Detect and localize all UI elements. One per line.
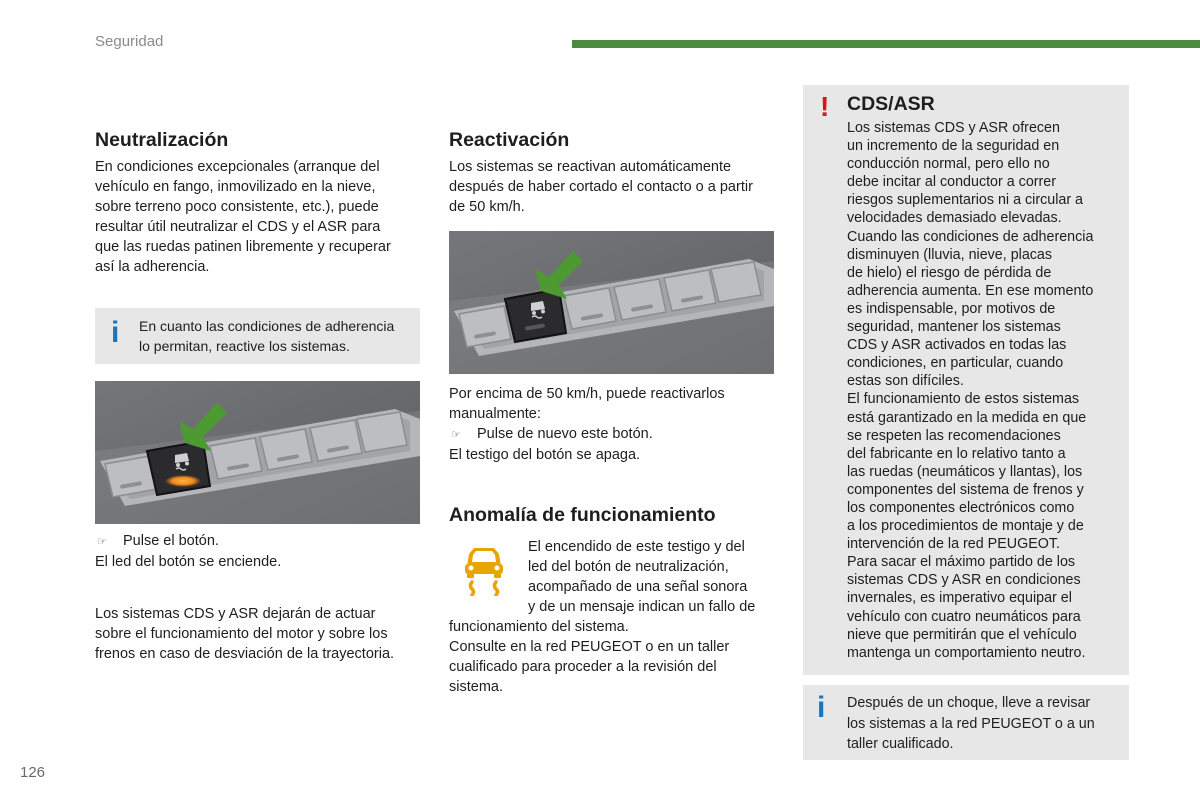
- text-line: velocidades demasiado elevadas.: [847, 210, 1062, 227]
- text-line: mantenga un comportamiento neutro.: [847, 644, 1086, 661]
- text-line: estas son difíciles.: [847, 373, 964, 390]
- heading-reactivacion: Reactivación: [449, 129, 570, 151]
- text-line: condiciones, en particular, cuando: [847, 355, 1064, 372]
- text-line: y de un mensaje indican un fallo de: [528, 599, 756, 615]
- text-line: vehículo en fango, inmovilizado en la nieve,: [95, 179, 376, 195]
- text-line: debe incitar al conductor a correr: [847, 174, 1057, 191]
- text-line: a los procedimientos de montaje y de: [847, 518, 1084, 535]
- info-icon: i: [817, 691, 826, 724]
- text-line: Consulte en la red PEUGEOT o en un taller: [449, 639, 730, 655]
- anomalia-text: [449, 617, 789, 697]
- text-line: frenos en caso de desviación de la trayectoria.: [95, 646, 395, 662]
- neutralizacion-steps: [95, 531, 425, 572]
- bullet-step: [95, 531, 425, 552]
- info-note-collision: [803, 685, 1129, 760]
- text-line: vehículo con cuatro neumáticos para: [847, 608, 1081, 625]
- bullet-text: Pulse el botón.: [123, 533, 219, 549]
- text-line: El funcionamiento de estos sistemas: [847, 391, 1080, 408]
- text-line: las ruedas (neumáticos y llantas), los: [847, 463, 1083, 480]
- info-note-reactivate: [95, 308, 420, 364]
- bullet-text: Pulse de nuevo este botón.: [477, 426, 653, 442]
- text-line: así la adherencia.: [95, 259, 210, 275]
- text-line: de 50 km/h.: [449, 199, 525, 215]
- pointer-icon: ☞: [451, 429, 461, 441]
- text-line: invernales, es imperativo equipar el: [847, 590, 1072, 607]
- section-title: Seguridad: [95, 33, 164, 50]
- reactivacion-manual: [449, 384, 784, 465]
- anomalia-wrapped-text: [528, 537, 788, 617]
- text-line: El testigo del botón se apaga.: [449, 447, 641, 463]
- text-line: del fabricante en lo relativo tanto a: [847, 445, 1066, 462]
- heading-neutralizacion: Neutralización: [95, 129, 229, 151]
- text-line: que las ruedas patinen libremente y recuperar: [95, 239, 391, 255]
- header-accent-bar: [572, 40, 1200, 48]
- text-line: El encendido de este testigo y del: [528, 539, 745, 555]
- text-line: funcionamiento del sistema.: [449, 619, 629, 635]
- text-line: después de haber cortado el contacto o a partir: [449, 179, 753, 195]
- text-line: Los sistemas se reactivan automáticamente: [449, 159, 732, 175]
- text-line: los sistemas a la red PEUGEOT o a un: [847, 715, 1095, 732]
- text-line: Para sacar el máximo partido de los: [847, 554, 1076, 571]
- text-line: En condiciones excepcionales (arranque del: [95, 159, 380, 175]
- cds-asr-title: CDS/ASR: [847, 93, 935, 115]
- text-line: se respeten las recomendaciones: [847, 427, 1061, 444]
- text-line: de hielo) el riesgo de pérdida de: [847, 264, 1052, 281]
- photo-button-neutralize: [95, 381, 420, 524]
- photo-button-reactivate: [449, 231, 774, 374]
- info-icon: i: [111, 316, 120, 349]
- text-line: disminuyen (lluvia, nieve, placas: [847, 246, 1053, 263]
- text-line: sistema.: [449, 679, 503, 695]
- text-line: intervención de la red PEUGEOT.: [847, 536, 1060, 553]
- warning-icon: !: [820, 91, 830, 122]
- text-line: riesgos suplementarios ni a circular a: [847, 192, 1084, 209]
- text-line: componentes del sistema de frenos y: [847, 481, 1084, 498]
- text-line: manualmente:: [449, 406, 541, 422]
- traction-warning-icon: [460, 546, 508, 596]
- text-line: lo permitan, reactive los sistemas.: [139, 338, 350, 354]
- text-line: nieve que permitirán que el vehículo: [847, 626, 1077, 643]
- text-line: Los sistemas CDS y ASR dejarán de actuar: [95, 606, 376, 622]
- text-line: taller cualificado.: [847, 736, 954, 752]
- reactivacion-paragraph: [449, 157, 784, 217]
- text-line: seguridad, mantener los sistemas: [847, 319, 1061, 336]
- text-line: está garantizado en la medida en que: [847, 409, 1087, 426]
- text-line: Los sistemas CDS y ASR ofrecen: [847, 120, 1060, 136]
- text-line: sobre el funcionamiento del motor y sobre los: [95, 626, 388, 642]
- text-line: En cuanto las condiciones de adherencia: [139, 318, 395, 334]
- text-line: Cuando las condiciones de adherencia: [847, 228, 1094, 245]
- text-line: resultar útil neutralizar el CDS y el ASR para: [95, 219, 381, 235]
- text-line: led del botón de neutralización,: [528, 559, 729, 575]
- cds-asr-text: [847, 119, 1125, 662]
- neutralizacion-paragraph: [95, 157, 425, 277]
- text-line: conducción normal, pero ello no: [847, 156, 1050, 173]
- text-line: un incremento de la seguridad en: [847, 138, 1060, 155]
- page-number: 126: [20, 764, 46, 781]
- cds-asr-warning-box: [803, 85, 1129, 675]
- text-line: los componentes electrónicos como: [847, 499, 1075, 516]
- neutralizacion-closing: [95, 604, 435, 664]
- text-line: sistemas CDS y ASR en condiciones: [847, 572, 1081, 589]
- text-line: El led del botón se enciende.: [95, 554, 282, 570]
- bullet-step: [449, 424, 784, 445]
- text-line: sobre terreno poco consistente, etc.), puede: [95, 199, 379, 215]
- text-line: Por encima de 50 km/h, puede reactivarlos: [449, 386, 725, 402]
- text-line: es indispensable, por motivos de: [847, 300, 1056, 317]
- text-line: CDS y ASR activados en todas las: [847, 337, 1067, 354]
- heading-anomalia: Anomalía de funcionamiento: [449, 504, 716, 526]
- text-line: acompañado de una señal sonora: [528, 579, 748, 595]
- text-line: Después de un choque, lleve a revisar: [847, 695, 1091, 711]
- text-line: adherencia aumenta. En ese momento: [847, 282, 1094, 299]
- text-line: cualificado para proceder a la revisión del: [449, 659, 717, 675]
- pointer-icon: ☞: [97, 536, 107, 548]
